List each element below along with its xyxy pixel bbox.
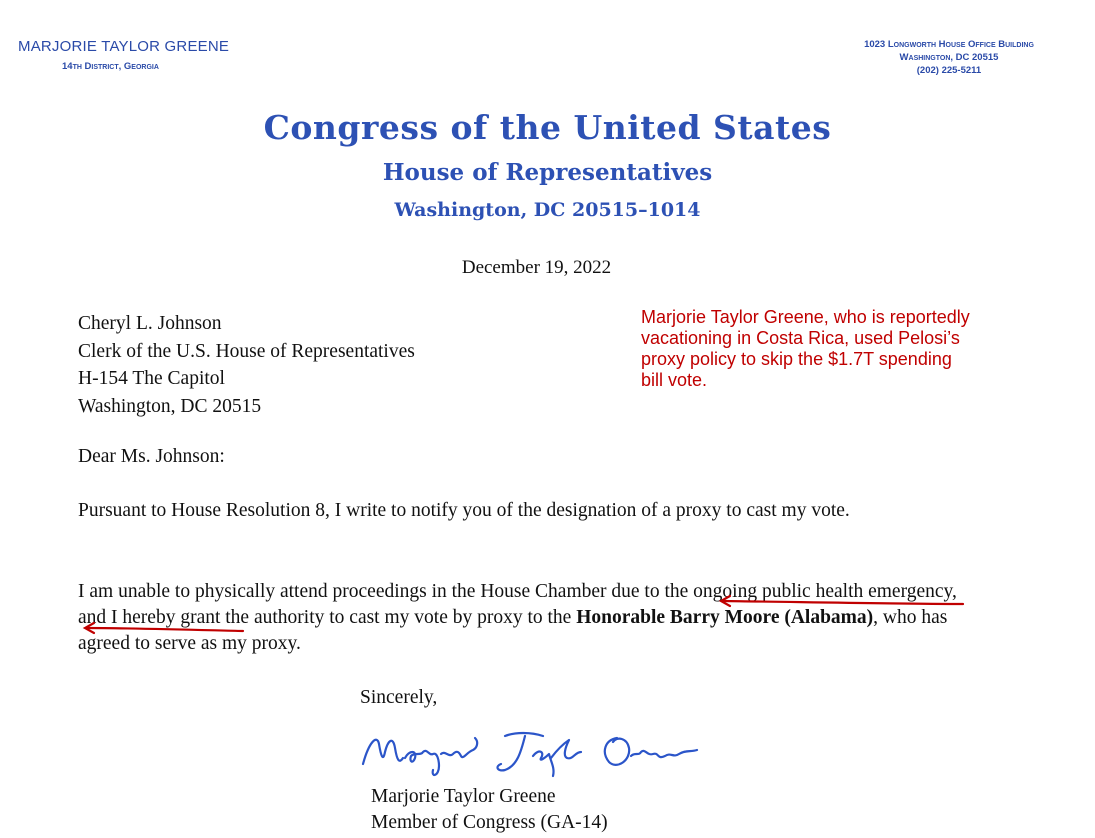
annotation-line3: proxy policy to skip the $1.7T spending	[641, 349, 952, 369]
salutation: Dear Ms. Johnson:	[78, 446, 225, 467]
letterhead-name: MARJORIE TAYLOR GREENE	[18, 38, 230, 55]
annotation-line4: bill vote.	[641, 370, 708, 390]
recipient-line4: Washington, DC 20515	[78, 395, 262, 417]
signature-image	[355, 722, 715, 782]
paragraph-proxy-part1: I am unable to physically attend proceedings in the House Chamber	[78, 581, 612, 602]
city-heading: Washington, DC 20515–1014	[394, 199, 701, 221]
paragraph-proxy-part2: , and I hereby grant the authority to cast my vote by proxy to the	[78, 581, 957, 628]
congress-heading: Congress of the United States	[263, 108, 832, 147]
letter-date: December 19, 2022	[461, 257, 612, 278]
paragraph-proxy-underlined: due to the ongoing public health emergency	[611, 581, 953, 602]
letterhead-phone: (202) 225-5211	[916, 65, 982, 76]
letterhead-address-line2: Washington, DC 20515	[899, 52, 999, 63]
annotation-line2: vacationing in Costa Rica, used Pelosi’s	[641, 328, 960, 348]
underline-arrow-top	[722, 601, 963, 604]
closing: Sincerely,	[360, 687, 438, 708]
recipient-line1: Cheryl L. Johnson	[78, 313, 222, 334]
signer-name: Marjorie Taylor Greene	[371, 786, 556, 807]
letterhead-district: 14th District, Georgia	[62, 61, 159, 72]
signer-title: Member of Congress (GA-14)	[371, 812, 608, 833]
paragraph-proxy-part3: , who has agreed to serve as my proxy.	[78, 607, 948, 654]
proxy-name: Honorable Barry Moore (Alabama)	[576, 607, 874, 628]
house-heading: House of Representatives	[382, 159, 713, 186]
letterhead-address-line1: 1023 Longworth House Office Building	[864, 39, 1034, 50]
paragraph-designation: Pursuant to House Resolution 8, I write to notify you of the designation of a proxy to cast my vote.	[78, 500, 850, 521]
recipient-line3: H-154 The Capitol	[78, 368, 225, 389]
annotation-line1: Marjorie Taylor Greene, who is reportedly	[641, 307, 970, 327]
underline-arrow-bottom	[86, 628, 243, 631]
signer-block	[371, 784, 608, 836]
recipient-line2: Clerk of the U.S. House of Representatives	[78, 340, 415, 362]
